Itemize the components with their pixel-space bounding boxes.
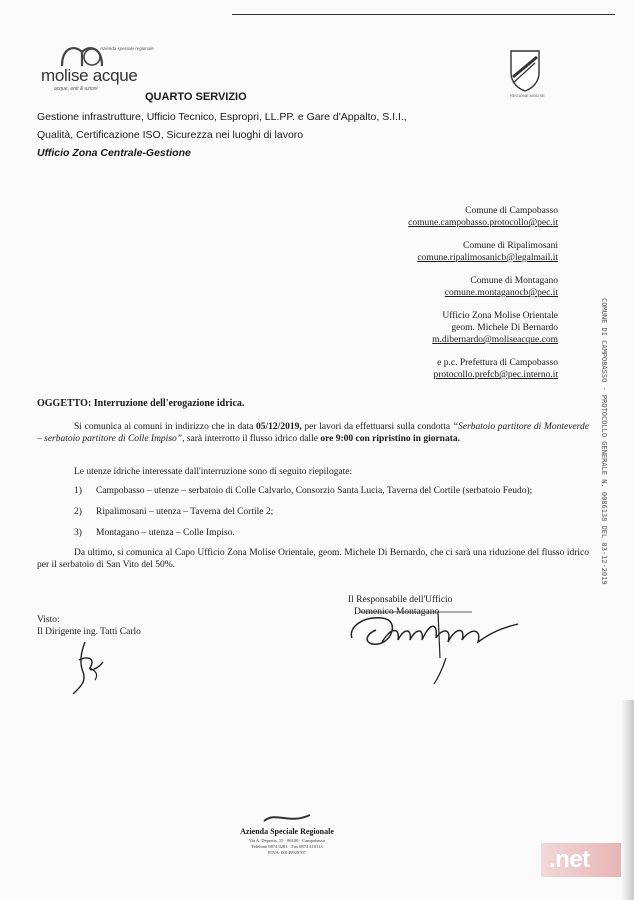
recipient-contact: geom. Michele Di Bernardo bbox=[451, 323, 558, 333]
list-item bbox=[74, 506, 594, 518]
utilities-list bbox=[74, 485, 594, 548]
recipient-email[interactable]: m.dibernardo@moliseacque.com bbox=[432, 335, 558, 345]
para1-text-3: , sarà interrotto il flusso idrico dalle bbox=[182, 434, 321, 444]
interruption-date: 05/12/2019, bbox=[256, 422, 302, 432]
page-edge-shadow bbox=[622, 700, 634, 900]
recipient-email[interactable]: comune.campobasso.protocollo@pec.it bbox=[408, 218, 558, 228]
recipients-block bbox=[408, 205, 558, 392]
visto-label: Visto: bbox=[37, 615, 60, 625]
service-title: QUARTO SERVIZIO bbox=[145, 91, 247, 103]
dirigente-signature-icon bbox=[65, 638, 125, 698]
recipient bbox=[408, 275, 558, 299]
list-text: Campobasso – utenze – serbatoio di Colle Calvario, Consorzio Santa Lucia, Taverna del Cortile (serbatoio Feudo); bbox=[96, 486, 533, 496]
footer-company-name: Azienda Speciale Regionale bbox=[240, 827, 334, 836]
footer-address bbox=[205, 838, 369, 856]
left-protocol-stamp bbox=[0, 300, 2, 620]
footer-address-line: Via A. Depretis, 15 · 86100 · Campobasso bbox=[248, 838, 326, 843]
list-number: 1) bbox=[74, 486, 82, 496]
pipeline-name: “Serbatoio partitore di Monteverde – serbatoio partitore di Colle Impiso” bbox=[37, 422, 589, 444]
body-paragraph-2: Le utenze idriche interessate dall'interruzione sono di seguito riepilogate: bbox=[74, 467, 353, 477]
recipient-name: Comune di Montagano bbox=[470, 276, 558, 286]
header-line-2: Qualità, Certificazione ISO, Sicurezza nei luoghi di lavoro bbox=[37, 129, 304, 141]
recipient bbox=[408, 240, 558, 264]
subject-line bbox=[37, 398, 244, 409]
responsabile-title: Il Responsabile dell'Ufficio bbox=[348, 595, 453, 605]
list-number: 3) bbox=[74, 528, 82, 538]
para1-text-2: per lavori da effettuarsi sulla condotta bbox=[301, 422, 453, 432]
recipient-name: Comune di Campobasso bbox=[465, 206, 558, 216]
right-stamp-text: COMUNE DI CAMPOBASSO - PROTOCOLLO GENERALE N. 0086138 DEL 03-12-2019 bbox=[600, 298, 608, 585]
body-paragraph-3: Da ultimo, si comunica al Capo Ufficio Zona Molise Orientale, geom. Michele Di Bernardo, che ci sarà una riduzione del flusso idrico per il serbatoio di San Vito del 50%. bbox=[37, 548, 589, 570]
interruption-time: ore 9:00 con ripristino in giornata. bbox=[320, 434, 460, 444]
recipient-email[interactable]: protocollo.prefcb@pec.interno.it bbox=[433, 370, 558, 380]
right-protocol-stamp bbox=[596, 298, 608, 618]
recipient bbox=[408, 205, 558, 229]
recipient bbox=[408, 357, 558, 381]
subject-label: OGGETTO: bbox=[37, 398, 92, 409]
recipient-name: e p.c. Prefettura di Campobasso bbox=[437, 358, 558, 368]
dirigente-name: Il Dirigente ing. Tatti Carlo bbox=[37, 627, 141, 637]
subject-text: Interruzione dell'erogazione idrica. bbox=[93, 398, 245, 409]
logo-small-text: Azienda speciale regionale bbox=[100, 46, 154, 51]
visto-block bbox=[37, 614, 141, 638]
responsabile-signature-icon bbox=[342, 598, 532, 688]
footer-phone-line: Telefono 0874 4281 · Fax 0874 410113 bbox=[251, 844, 323, 849]
recipient-email[interactable]: comune.ripalimosanicb@legalmail.it bbox=[417, 253, 558, 263]
footer-wave-icon bbox=[262, 811, 312, 827]
recipient bbox=[408, 310, 558, 346]
list-text: Montagano – utenza – Colle Impiso. bbox=[96, 528, 235, 538]
top-rule bbox=[232, 14, 615, 15]
office-name: Ufficio Zona Centrale-Gestione bbox=[37, 147, 191, 159]
list-number: 2) bbox=[74, 507, 82, 517]
region-shield-icon bbox=[505, 47, 545, 93]
header-line-1: Gestione infrastrutture, Ufficio Tecnico, Espropri, LL.PP. e Gare d'Appalto, S.I.I., bbox=[37, 111, 407, 123]
region-emblem-label: REGIONE MOLISE bbox=[510, 93, 545, 98]
para1-text-1: Si comunica ai comuni in indirizzo che in data bbox=[74, 422, 257, 432]
body-paragraph-1 bbox=[37, 421, 589, 445]
list-item bbox=[74, 485, 594, 497]
logo-wordmark: molise acque bbox=[41, 66, 138, 85]
watermark-badge-text: .net bbox=[549, 846, 590, 873]
recipient-email[interactable]: comune.montaganocb@pec.it bbox=[444, 288, 558, 298]
footer-vat-line: P.IVA: 00149920707 bbox=[268, 850, 306, 855]
responsabile-name: Domenico Montagano bbox=[354, 607, 440, 617]
logo-tagline: acque, enti & azioni bbox=[54, 86, 98, 92]
recipient-name: Comune di Ripalimosani bbox=[463, 241, 558, 251]
recipient-name: Ufficio Zona Molise Orientale bbox=[442, 311, 558, 321]
list-item bbox=[74, 527, 594, 539]
list-text: Ripalimosani – utenza – Taverna del Cortile 2; bbox=[96, 507, 274, 517]
